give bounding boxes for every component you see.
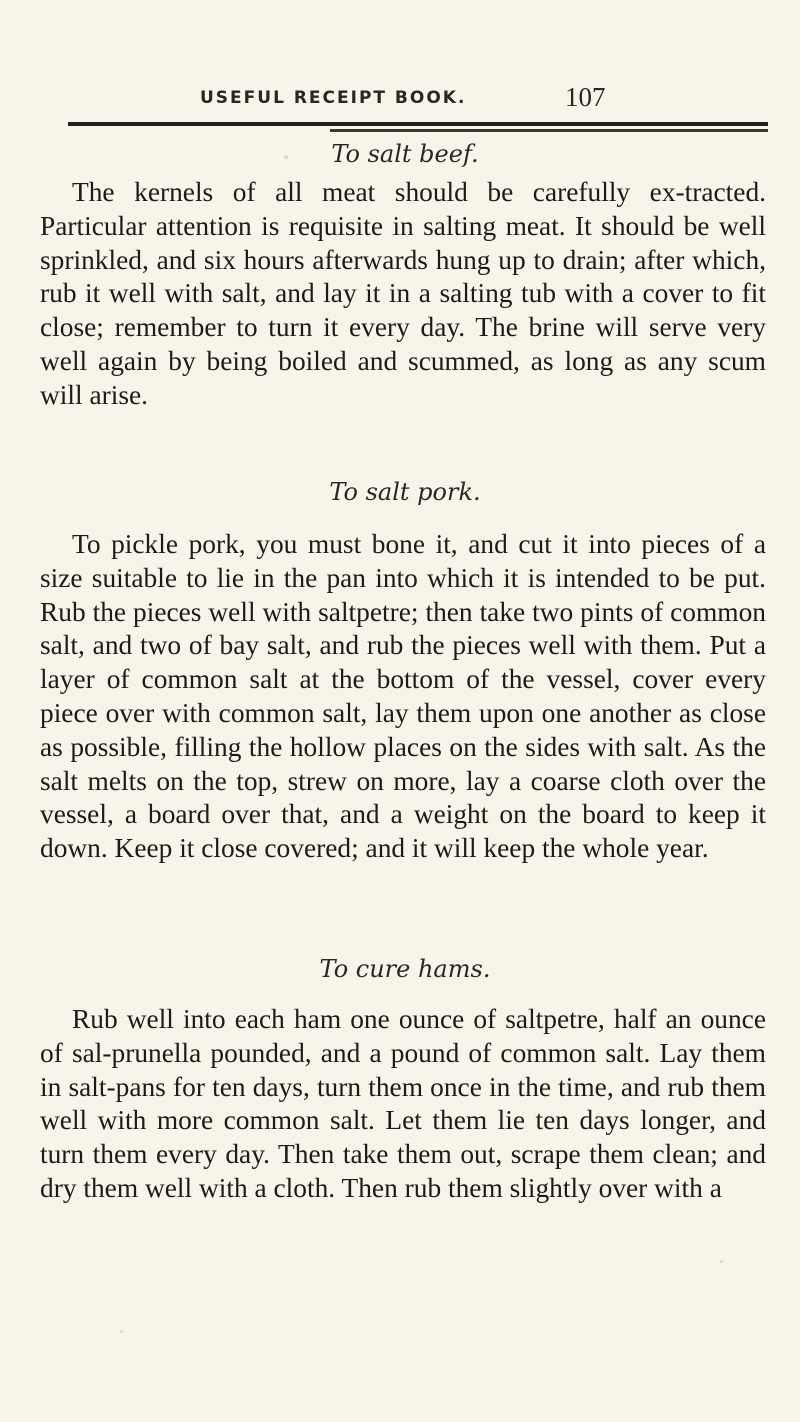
recipe-title: To cure hams. xyxy=(319,955,491,983)
recipe-body: To pickle pork, you must bone it, and cut it into pieces of a size suitable to lie in the pan into which it is intended to be put. Rub the pieces well with saltpetre; then take two pints of common salt, and two of bay salt, and rub the pieces well with them. Put a layer of common salt at the bottom of the vessel, cover every piece over with common salt, lay them upon one another as close as possible, filling the hollow places on the sides with salt. As the salt melts on the top, strew on more, lay a coarse cloth over the vessel, a board over that, and a weight on the board to keep it down. Keep it close covered; and it will keep the whole year. xyxy=(40,529,766,864)
recipe-title: To salt beef. xyxy=(331,140,479,168)
paper-speck xyxy=(720,1260,723,1263)
header-rule-secondary xyxy=(330,129,768,132)
running-header-title: USEFUL RECEIPT BOOK. xyxy=(200,88,467,108)
header-rule xyxy=(68,122,768,126)
recipe-body: The kernels of all meat should be carefully ex-tracted. Particular attention is requisite in salting meat. It should be well sprinkled, and six hours afterwards hung up to drain; after which, rub it well with salt, and lay it in a salting tub with a cover to fit close; remember to turn it every day. The brine will serve very well again by being boiled and scummed, as long as any scum will arise. xyxy=(40,177,766,410)
page-number: 107 xyxy=(565,82,606,112)
paper-speck xyxy=(284,155,288,159)
paper-speck xyxy=(120,1330,123,1333)
recipe-body: Rub well into each ham one ounce of saltpetre, half an ounce of sal-prunella pounded, and a pound of common salt. Lay them in salt-pans for ten days, turn them once in the time, and rub them well with more common salt. Let them lie ten days longer, and turn them every day. Then take them out, scrape them clean; and dry them well with a cloth. Then rub them slightly over with a xyxy=(40,1004,766,1203)
recipe-title: To salt pork. xyxy=(329,478,481,506)
